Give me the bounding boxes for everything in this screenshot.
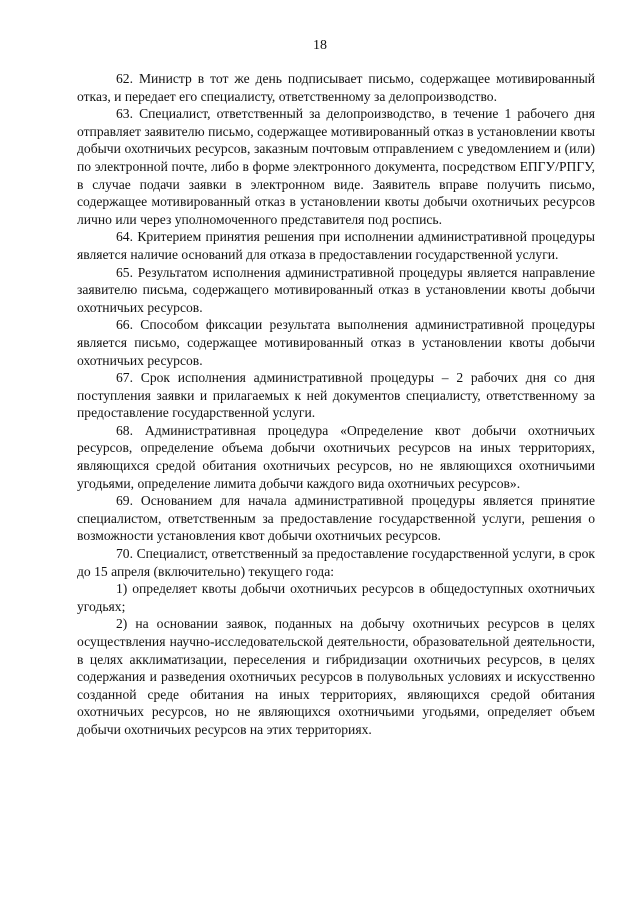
paragraph-66: 66. Способом фиксации результата выполнения административной процедуры является письмо, содержащее мотивированный отказ в установлении квоты добычи охотничьих ресурсов.: [77, 317, 595, 368]
paragraph-69: 69. Основанием для начала административной процедуры является принятие специалистом, ответственным за предоставление государственной услуги, решения о возможности установления квот добычи охотничьих ресурсов.: [77, 493, 595, 544]
list-item-2: 2) на основании заявок, поданных на добычу охотничьих ресурсов в целях осуществления научно-исследовательской деятельности, образовательной деятельности, в целях акклиматизации, переселения и гибридизации охотничьих ресурсов, в целях содержания и разведения охотничьих ресурсов в полувольных условиях и искусственно созданной среде обитания на иных территориях, являющихся средой обитания охотничьих ресурсов, но не являющихся охотничьими угодьями, определяет объем добычи охотничьих ресурсов на этих территориях.: [77, 616, 595, 737]
document-body: [77, 70, 595, 739]
paragraph-65: 65. Результатом исполнения административной процедуры является направление заявителю письма, содержащего мотивированный отказ в установлении квоты добычи охотничьих ресурсов.: [77, 264, 595, 315]
paragraph-67: 67. Срок исполнения административной процедуры – 2 рабочих дня со дня поступления заявки и прилагаемых к ней документов специалисту, ответственному за предоставление государственной услуги.: [77, 370, 595, 421]
paragraph-63: 63. Специалист, ответственный за делопроизводство, в течение 1 рабочего дня отправляет заявителю письмо, содержащее мотивированный отказ в установлении квоты добычи охотничьих ресурсов, заказным почтовым отправлением с уведомлением и (или) по электронной почте, либо в форме электронного документа, посредством ЕПГУ/РПГУ, в случае подачи заявки в электронном виде. Заявитель вправе получить письмо, содержащее мотивированный отказ в установлении квоты добычи охотничьих ресурсов лично или через уполномоченного представителя под роспись.: [77, 106, 595, 227]
paragraph-62: 62. Министр в тот же день подписывает письмо, содержащее мотивированный отказ, и передает его специалисту, ответственному за делопроизводство.: [77, 71, 595, 104]
paragraph-68: 68. Административная процедура «Определение квот добычи охотничьих ресурсов, определение объема добычи охотничьих ресурсов на иных территориях, являющихся средой обитания охотничьих ресурсов, но не являющихся охотничьими угодьями, определение лимита добычи каждого вида охотничьих ресурсов».: [77, 422, 595, 491]
list-item-1: 1) определяет квоты добычи охотничьих ресурсов в общедоступных охотничьих угодьях;: [77, 581, 595, 614]
paragraph-70: 70. Специалист, ответственный за предоставление государственной услуги, в срок до 15 апреля (включительно) текущего года:: [77, 546, 595, 579]
paragraph-64: 64. Критерием принятия решения при исполнении административной процедуры является наличие оснований для отказа в предоставлении государственной услуги.: [77, 229, 595, 262]
page-number: 18: [313, 38, 327, 53]
